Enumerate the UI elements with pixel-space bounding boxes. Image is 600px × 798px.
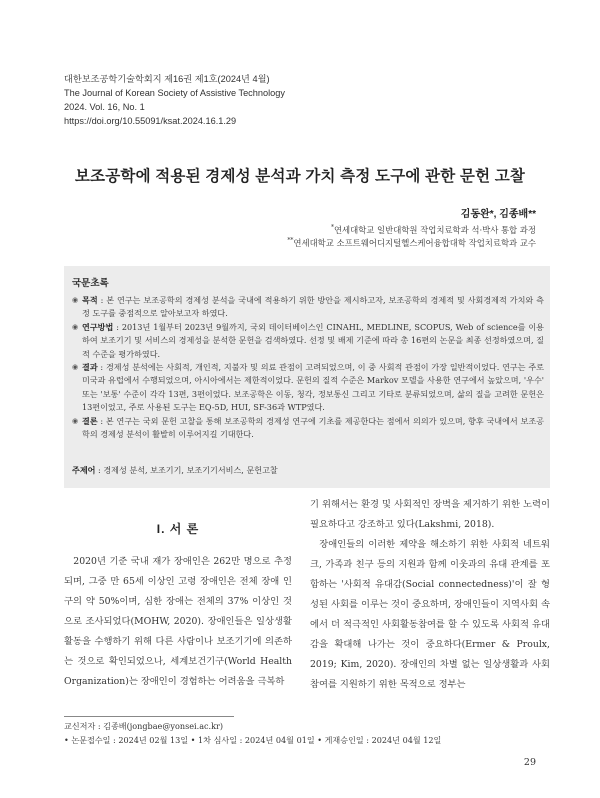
footnote-divider	[64, 716, 234, 717]
abstract-purpose: ◉ 목적 : 본 연구는 보조공학의 경제성 분석을 국내에 적용하기 위한 방안을 제시하고자, 보조공학의 경제적 및 사회경제적 가치와 측정 도구를 중점적으로 알아보고자 하였다.	[72, 295, 544, 319]
affiliation-2: **연세대학교 소프트웨어디지털헬스케어융합대학 작업치료학과 교수	[287, 237, 536, 248]
journal-english-title: The Journal of Korean Society of Assistive Technology	[64, 88, 285, 98]
abstract-heading: 국문초록	[72, 278, 109, 289]
corresponding-author: 교신저자 : 김종배(jongbae@yonsei.ac.kr)	[64, 721, 224, 731]
bullet-icon: ◉	[72, 363, 79, 372]
abstract-box	[64, 266, 550, 488]
submission-dates: • 논문접수일 : 2024년 02월 13일 • 1차 심사일 : 2024년 04월 01일 • 게재승인일 : 2024년 04월 12일	[64, 735, 442, 745]
page-number: 29	[523, 757, 536, 768]
abstract-conclusion: ◉ 결론 : 본 연구는 국외 문헌 고찰을 통해 보조공학의 경제성 연구에 기초를 제공한다는 점에서 의의가 있으며, 향후 국내에서 보조공학의 경제성 분석이 활발히 이루어지길 기대한다.	[72, 415, 544, 440]
abstract-methods: ◉ 연구방법 : 2013년 1월부터 2023년 9월까지, 국외 데이터베이스인 CINAHL, MEDLINE, SCOPUS, Web of science를 이용하여 보조기기 및 서비스의 경제성을 분석한 문헌을 검색하였다. 선정 및 배제 기준에 따라 총 16편의 논문을 최종 선정하였으며, 질적 수준을 평가하였다.	[72, 321, 544, 359]
affiliation-1: *연세대학교 일반대학원 작업치료학과 석·박사 통합 과정	[330, 224, 536, 235]
paragraph: 기 위해서는 환경 및 사회적인 장벽을 제거하기 위한 노력이 필요하다고 강조하고 있다(Lakshmi, 2018).	[310, 499, 550, 530]
right-column	[310, 495, 550, 695]
left-column	[64, 552, 292, 692]
bullet-icon: ◉	[72, 296, 79, 304]
paper-title: 보조공학에 적용된 경제성 분석과 가치 측정 도구에 관한 문헌 고찰	[74, 168, 526, 185]
journal-volume: 2024. Vol. 16, No. 1	[64, 102, 145, 112]
paragraph: 장애인들의 이러한 제약을 해소하기 위한 사회적 네트워크, 가족과 친구 등의 지원과 함께 이웃과의 유대 관계를 포함하는 '사회적 유대감(Social connectedness)'이 잘 형성된 사회를 이루는 것이 중요하며, 장애인들이 지역사회 속에서 더 적극적인 사회활동참여를 할 수 있도록 사회적 유대감을 확대해 나가는 것이 중요하다(Ermer & Proulx, 2019; Kim, 2020). 장애인의 차별 없는 일상생활과 사회 참여를 지원하기 위한 목적으로 정부는	[310, 539, 550, 690]
journal-korean-title: 대한보조공학기술학회지 제16권 제1호(2024년 4월)	[64, 74, 270, 84]
keywords: 주제어 : 경제성 분석, 보조기기, 보조기기서비스, 문헌고찰	[72, 465, 278, 475]
bullet-icon: ◉	[72, 322, 79, 331]
abstract-results: ◉ 결과 : 경제성 분석에는 사회적, 개인적, 지불자 및 의료 관점이 고려되었으며, 이 중 사회적 관점이 가장 일반적이었다. 연구는 주로 미국과 유럽에서 수행되었으며, 아시아에서는 제한적이었다. 문헌의 질적 수준은 Markov 모델을 사용한 연구에서 높았으며, '우수' 또는 '보통' 수준이 각각 13편, 3편이었다. 보조공학은 이동, 청각, 정보통신 그리고 기타로 분류되었으며, 삶의 질을 고려한 문헌은 13편이었고, 주로 사용된 도구는 EQ-5D, HUI, SF-36과 WTP였다.	[72, 362, 544, 413]
bullet-icon: ◉	[72, 416, 79, 425]
section-title-introduction: I. 서 론	[156, 522, 200, 536]
paragraph: 2020년 기준 국내 재가 장애인은 262만 명으로 추정되며, 그중 만 65세 이상인 고령 장애인은 전체 장애 인구의 약 50%이며, 심한 장애는 전체의 37% 이상인 것으로 조사되었다(MOHW, 2020). 장애인들은 일상생활 활동을 수행하기 위해 다른 사람이나 보조기기에 의존하는 것으로 확인되었으나, 세계보건기구(World Health Organization)는 장애인이 경험하는 어려움을 극복하	[64, 556, 292, 687]
abstract-list	[72, 294, 544, 441]
authors: 김동완*, 김종배**	[460, 209, 536, 220]
journal-info	[64, 72, 285, 128]
journal-doi: https://doi.org/10.55091/ksat.2024.16.1.29	[64, 116, 237, 126]
